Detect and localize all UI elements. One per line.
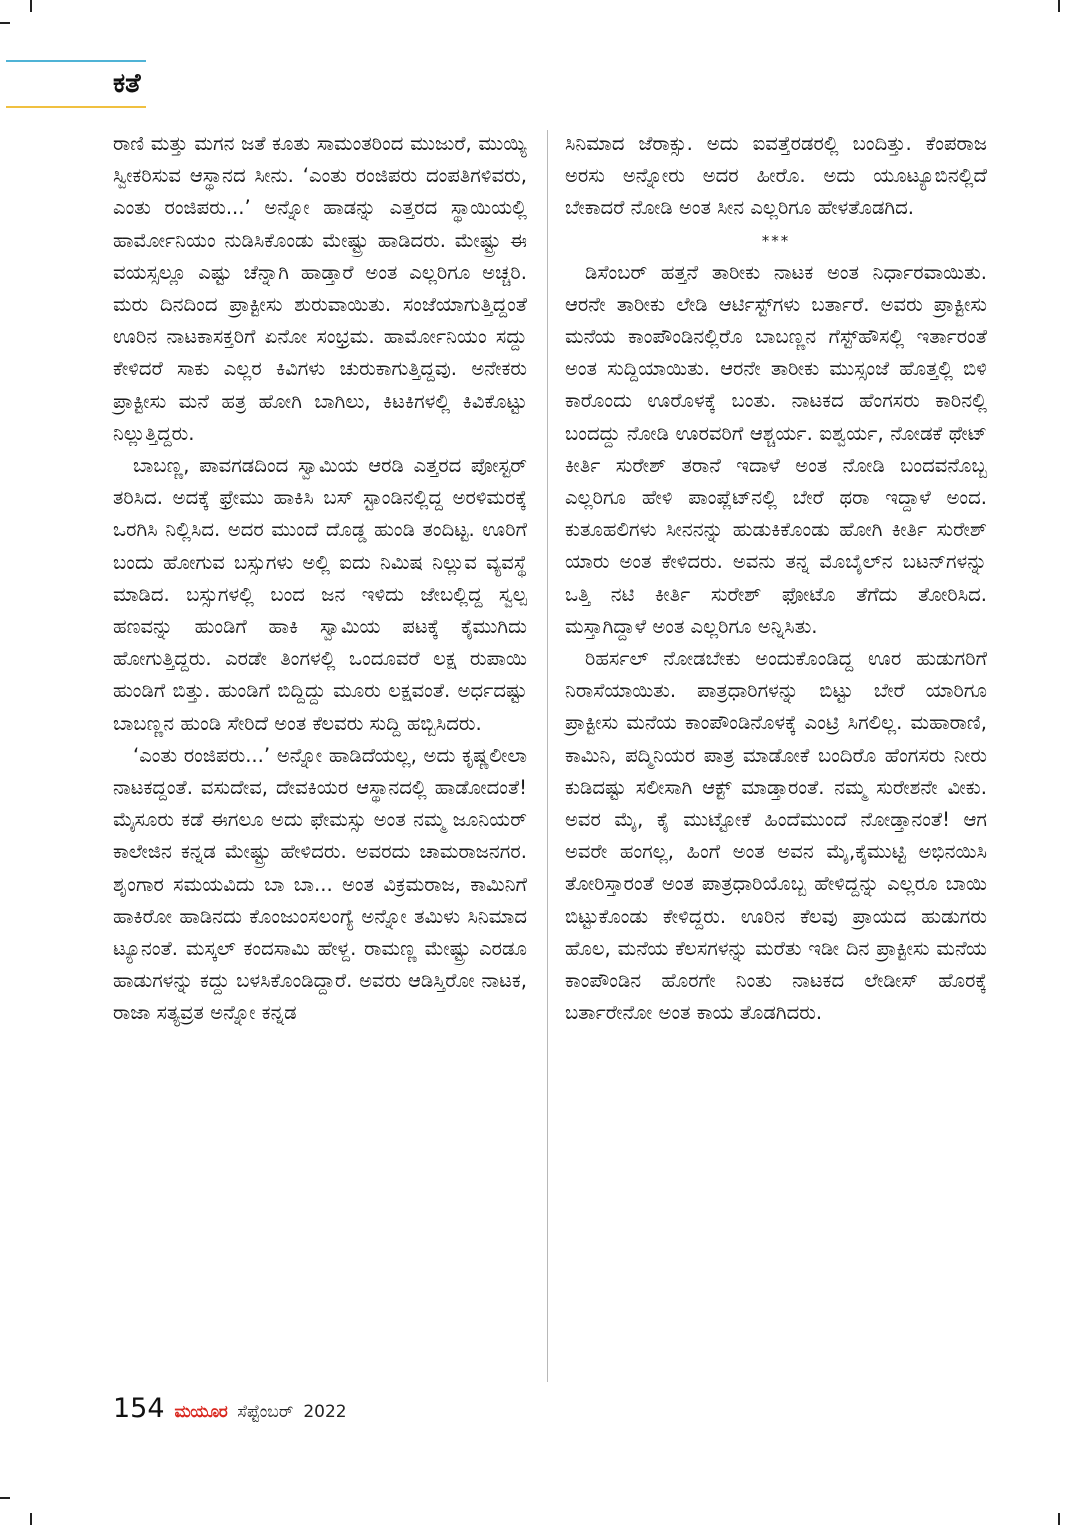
page-footer (113, 1393, 347, 1433)
scene-separator: *** (761, 231, 791, 250)
right-column (565, 128, 987, 1029)
issue-month: ಸೆಪ್ಟೆಂಬರ್ (237, 1402, 294, 1422)
section-label: ಕತೆ (113, 68, 141, 99)
issue-year: 2022 (303, 1402, 347, 1422)
crop-mark (0, 22, 10, 24)
crop-mark (0, 1497, 10, 1499)
magazine-logo: ಮಯೂರ (174, 1402, 228, 1422)
crop-mark (30, 1513, 32, 1525)
crop-mark (1058, 1513, 1060, 1525)
page-number: 154 (113, 1393, 165, 1424)
paragraph: ರಾಣಿ ಮತ್ತು ಮಗನ ಜತೆ ಕೂತು ಸಾಮಂತರಿಂದ ಮುಜುರೆ, ಮುಯ್ಯಿ ಸ್ವೀಕರಿಸುವ ಆಸ್ಥಾನದ ಸೀನು. ‘ಎಂತು ರಂಜಿಪರು ದಂಪತಿಗಳಿವರು, ಎಂತು ರಂಜಿಪರು...’ ಅನ್ನೋ ಹಾಡನ್ನು ಎತ್ತರದ ಸ್ಥಾಯಿಯಲ್ಲಿ ಹಾರ್ಮೋನಿಯಂ ನುಡಿಸಿಕೊಂಡು ಮೇಷ್ಟ್ರು ಹಾಡಿದರು. ಮೇಷ್ಟ್ರು ಈ ವಯಸ್ಸಲ್ಲೂ ಎಷ್ಟು ಚೆನ್ನಾಗಿ ಹಾಡ್ತಾರೆ ಅಂತ ಎಲ್ಲರಿಗೂ ಅಚ್ಚರಿ. ಮರು ದಿನದಿಂದ ಪ್ರಾಕ್ಟೀಸು ಶುರುವಾಯಿತು. ಸಂಜೆಯಾಗುತ್ತಿದ್ದಂತೆ ಊರಿನ ನಾಟಕಾಸಕ್ತರಿಗೆ ಏನೋ ಸಂಭ್ರಮ. ಹಾರ್ಮೋನಿಯಂ ಸದ್ದು ಕೇಳಿದರೆ ಸಾಕು ಎಲ್ಲರ ಕಿವಿಗಳು ಚುರುಕಾಗುತ್ತಿದ್ದವು. ಅನೇಕರು ಪ್ರಾಕ್ಟೀಸು ಮನೆ ಹತ್ರ ಹೋಗಿ ಬಾಗಿಲು, ಕಿಟಕಿಗಳಲ್ಲಿ ಕಿವಿಕೊಟ್ಟು ನಿಲ್ಲುತ್ತಿದ್ದರು. (113, 132, 527, 445)
column-divider (547, 130, 548, 1382)
paragraph: ಬಾಬಣ್ಣ, ಪಾವಗಡದಿಂದ ಸ್ವಾಮಿಯ ಆರಡಿ ಎತ್ತರದ ಪೋಸ್ಟರ್ ತರಿಸಿದ. ಅದಕ್ಕೆ ಫ್ರೇಮು ಹಾಕಿಸಿ ಬಸ್ ಸ್ಟಾಂಡಿನಲ್ಲಿದ್ದ ಅರಳಿಮರಕ್ಕೆ ಒರಗಿಸಿ ನಿಲ್ಲಿಸಿದ. ಅದರ ಮುಂದೆ ದೊಡ್ಡ ಹುಂಡಿ ತಂದಿಟ್ಟ. ಊರಿಗೆ ಬಂದು ಹೋಗುವ ಬಸ್ಸುಗಳು ಅಲ್ಲಿ ಐದು ನಿಮಿಷ ನಿಲ್ಲುವ ವ್ಯವಸ್ಥೆ ಮಾಡಿದ. ಬಸ್ಸುಗಳಲ್ಲಿ ಬಂದ ಜನ ಇಳಿದು ಜೇಬಲ್ಲಿದ್ದ ಸ್ವಲ್ಪ ಹಣವನ್ನು ಹುಂಡಿಗೆ ಹಾಕಿ ಸ್ವಾಮಿಯ ಪಟಕ್ಕೆ ಕೈಮುಗಿದು ಹೋಗುತ್ತಿದ್ದರು. ಎರಡೇ ತಿಂಗಳಲ್ಲಿ ಒಂದೂವರೆ ಲಕ್ಷ ರುಪಾಯಿ ಹುಂಡಿಗೆ ಬಿತ್ತು. ಹುಂಡಿಗೆ ಬಿದ್ದಿದ್ದು ಮೂರು ಲಕ್ಷವಂತೆ. ಅರ್ಧದಷ್ಟು ಬಾಬಣ್ಣನ ಹುಂಡಿ ಸೇರಿದೆ ಅಂತ ಕೆಲವರು ಸುದ್ದಿ ಹಬ್ಬಿಸಿದರು. (113, 454, 527, 735)
paragraph: ‘ಎಂತು ರಂಜಿಪರು...’ ಅನ್ನೋ ಹಾಡಿದೆಯಲ್ಲ, ಅದು ಕೃಷ್ಣಲೀಲಾ ನಾಟಕದ್ದಂತೆ. ವಸುದೇವ, ದೇವಕಿಯರ ಆಸ್ಥಾನದಲ್ಲಿ ಹಾಡೋದಂತೆ! ಮೈಸೂರು ಕಡೆ ಈಗಲೂ ಅದು ಫೇಮಸ್ಸು ಅಂತ ನಮ್ಮ ಜೂನಿಯರ್ ಕಾಲೇಜಿನ ಕನ್ನಡ ಮೇಷ್ಟ್ರು ಹೇಳಿದರು. ಅವರದು ಚಾಮರಾಜನಗರ. ಶೃಂಗಾರ ಸಮಯವಿದು ಬಾ ಬಾ... ಅಂತ ವಿಕ್ರಮರಾಜ, ಕಾಮಿನಿಗೆ ಹಾಕಿರೋ ಹಾಡಿನದು ಕೊಂಜುಂಸಲಂಗ್ಯೆ ಅನ್ನೋ ತಮಿಳು ಸಿನಿಮಾದ ಟ್ಯೂನಂತೆ. ಮಸ್ಕಲ್ ಕಂದಸಾಮಿ ಹೇಳ್ದ. ರಾಮಣ್ಣ ಮೇಷ್ಟ್ರು ಎರಡೂ ಹಾಡುಗಳನ್ನು ಕದ್ದು ಬಳಸಿಕೊಂಡಿದ್ದಾರೆ. ಅವರು ಆಡಿಸ್ತಿರೋ ನಾಟಕ, ರಾಜಾ ಸತ್ಯವ್ರತ ಅನ್ನೋ ಕನ್ನಡ (113, 743, 527, 1025)
section-rule-top (6, 60, 146, 62)
paragraph: ಸಿನಿಮಾದ ಜೆರಾಕ್ಸು. ಅದು ಐವತ್ತೆರಡರಲ್ಲಿ ಬಂದಿತ್ತು. ಕೆಂಪರಾಜ ಅರಸು ಅನ್ನೋರು ಅದರ ಹೀರೊ. ಅದು ಯೂಟ್ಯೂಬಿನಲ್ಲಿದೆ ಬೇಕಾದರೆ ನೋಡಿ ಅಂತ ಸೀನ ಎಲ್ಲರಿಗೂ ಹೇಳತೊಡಗಿದ. (565, 132, 987, 220)
crop-mark (30, 0, 32, 12)
paragraph: ರಿಹರ್ಸಲ್ ನೋಡಬೇಕು ಅಂದುಕೊಂಡಿದ್ದ ಊರ ಹುಡುಗರಿಗೆ ನಿರಾಸೆಯಾಯಿತು. ಪಾತ್ರಧಾರಿಗಳನ್ನು ಬಿಟ್ಟು ಬೇರೆ ಯಾರಿಗೂ ಪ್ರಾಕ್ಟೀಸು ಮನೆಯ ಕಾಂಪೌಂಡಿನೊಳಕ್ಕೆ ಎಂಟ್ರಿ ಸಿಗಲಿಲ್ಲ. ಮಹಾರಾಣಿ, ಕಾಮಿನಿ, ಪದ್ಮಿನಿಯರ ಪಾತ್ರ ಮಾಡೋಕೆ ಬಂದಿರೊ ಹೆಂಗಸರು ನೀರು ಕುಡಿದಷ್ಟು ಸಲೀಸಾಗಿ ಆಕ್ಟ್ ಮಾಡ್ತಾರಂತೆ. ನಮ್ಮ ಸುರೇಶನೇ ವೀಕು. ಅವರ ಮೈ, ಕೈ ಮುಟ್ಟೋಕೆ ಹಿಂದೆಮುಂದೆ ನೋಡ್ತಾನಂತೆ! ಆಗ ಅವರೇ ಹಂಗಲ್ಲ, ಹಿಂಗೆ ಅಂತ ಅವನ ಮೈ,ಕೈಮುಟ್ಟಿ ಅಭಿನಯಿಸಿ ತೋರಿಸ್ತಾರಂತೆ ಅಂತ ಪಾತ್ರಧಾರಿಯೊಬ್ಬ ಹೇಳಿದ್ದನ್ನು ಎಲ್ಲರೂ ಬಾಯಿ ಬಿಟ್ಟುಕೊಂಡು ಕೇಳಿದ್ದರು. ಊರಿನ ಕೆಲವು ಪ್ರಾಯದ ಹುಡುಗರು ಹೊಲ, ಮನೆಯ ಕೆಲಸಗಳನ್ನು ಮರೆತು ಇಡೀ ದಿನ ಪ್ರಾಕ್ಟೀಸು ಮನೆಯ ಕಾಂಪೌಂಡಿನ ಹೊರಗೇ ನಿಂತು ನಾಟಕದ ಲೇಡೀಸ್ ಹೊರಕ್ಕೆ ಬರ್ತಾರೇನೋ ಅಂತ ಕಾಯ ತೊಡಗಿದರು. (565, 647, 987, 1025)
crop-mark (1058, 0, 1060, 12)
left-column (113, 128, 527, 1030)
paragraph: ಡಿಸೆಂಬರ್ ಹತ್ತನೆ ತಾರೀಕು ನಾಟಕ ಅಂತ ನಿರ್ಧಾರವಾಯಿತು. ಆರನೇ ತಾರೀಕು ಲೇಡಿ ಆರ್ಟಿಸ್ಟ್‌ಗಳು ಬರ್ತಾರೆ. ಅವರು ಪ್ರಾಕ್ಟೀಸು ಮನೆಯ ಕಾಂಪೌಂಡಿನಲ್ಲಿರೊ ಬಾಬಣ್ಣನ ಗೆಸ್ಟ್‌ಹೌಸಲ್ಲಿ ಇರ್ತಾರಂತೆ ಅಂತ ಸುದ್ದಿಯಾಯಿತು. ಆರನೇ ತಾರೀಕು ಮುಸ್ಸಂಜೆ ಹೊತ್ತಲ್ಲಿ ಬಿಳಿ ಕಾರೊಂದು ಊರೊಳಕ್ಕೆ ಬಂತು. ನಾಟಕದ ಹೆಂಗಸರು ಕಾರಿನಲ್ಲಿ ಬಂದದ್ದು ನೋಡಿ ಊರವರಿಗೆ ಆಶ್ಚರ್ಯ. ಐಶ್ವರ್ಯ, ನೋಡಕೆ ಥೇಟ್ ಕೀರ್ತಿ ಸುರೇಶ್ ತರಾನೆ ಇದಾಳೆ ಅಂತ ನೋಡಿ ಬಂದವನೊಬ್ಬ ಎಲ್ಲರಿಗೂ ಹೇಳಿ ಪಾಂಪ್ಲೆಟ್‌ನಲ್ಲಿ ಬೇರೆ ಥರಾ ಇದ್ದಾಳೆ ಅಂದ. ಕುತೂಹಲಿಗಳು ಸೀನನನ್ನು ಹುಡುಕಿಕೊಂಡು ಹೋಗಿ ಕೀರ್ತಿ ಸುರೇಶ್ ಯಾರು ಅಂತ ಕೇಳಿದರು. ಅವನು ತನ್ನ ಮೊಬೈಲ್‌ನ ಬಟನ್‌ಗಳನ್ನು ಒತ್ತಿ ನಟಿ ಕೀರ್ತಿ ಸುರೇಶ್ ಫೋಟೊ ತೆಗೆದು ತೋರಿಸಿದ. ಮಸ್ತಾಗಿದ್ದಾಳೆ ಅಂತ ಎಲ್ಲರಿಗೂ ಅನ್ನಿಸಿತು. (565, 260, 987, 638)
section-rule-bottom (6, 106, 146, 108)
